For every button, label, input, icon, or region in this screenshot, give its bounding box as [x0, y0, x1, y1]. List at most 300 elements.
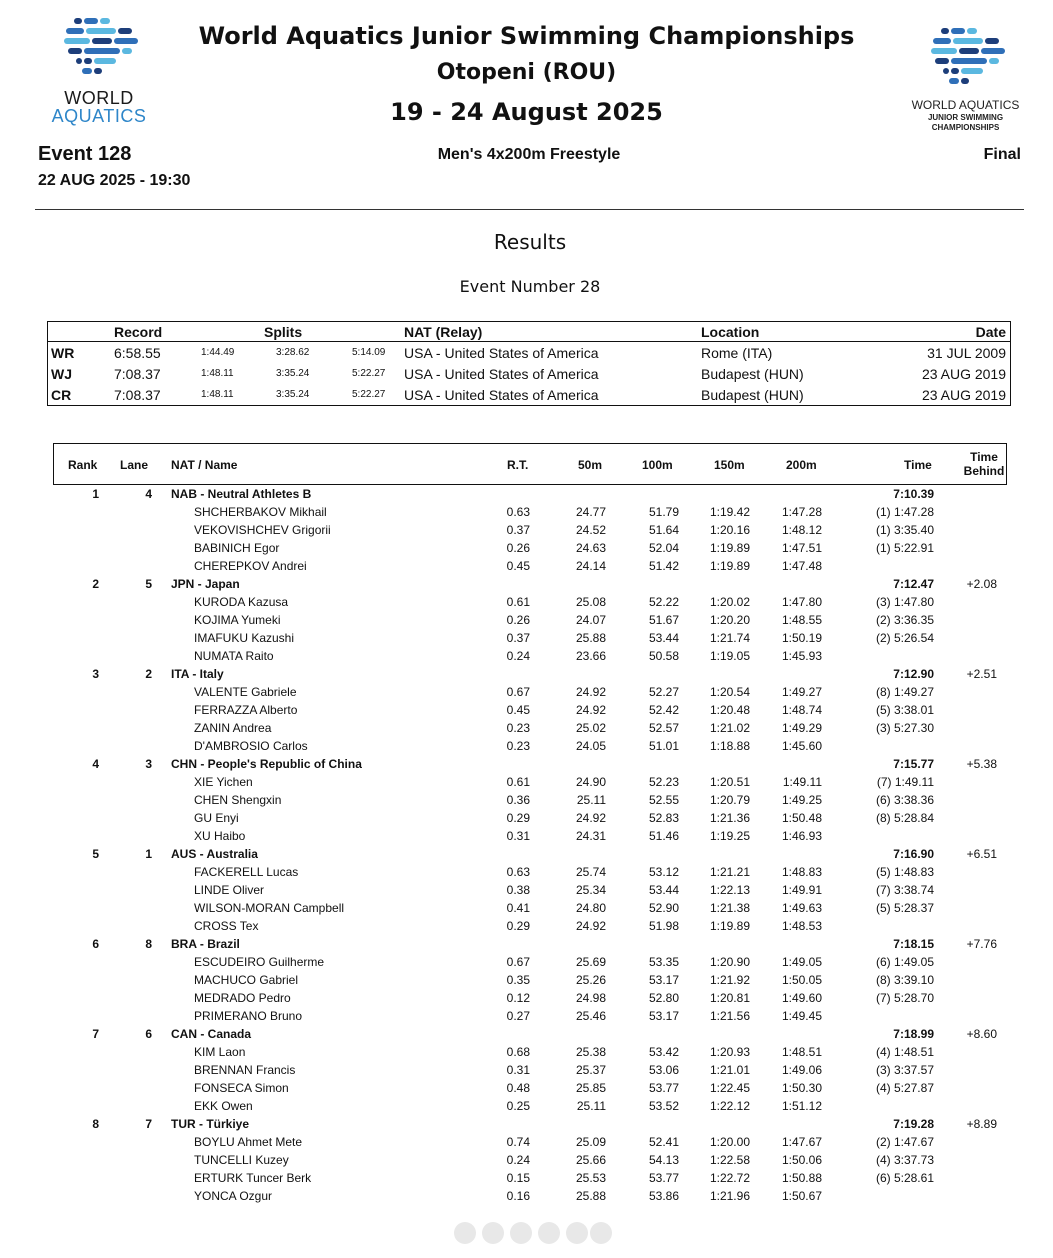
- swimmer-name: WILSON-MORAN Campbell: [194, 901, 345, 915]
- swimmer-100m: 53.44: [648, 631, 679, 645]
- swimmer-rt: 0.36: [506, 793, 530, 807]
- swimmer-name: LINDE Oliver: [194, 883, 265, 897]
- team-name: BRA - Brazil: [171, 937, 240, 951]
- swimmer-150m: 1:21.56: [709, 1009, 750, 1023]
- swimmer-name: VALENTE Gabriele: [194, 685, 297, 699]
- team-lane: 5: [145, 577, 152, 591]
- swimmer-rt: 0.67: [506, 955, 530, 969]
- swimmer-rt: 0.37: [506, 523, 530, 537]
- swimmer-row: [0, 701, 1053, 719]
- swimmer-50m: 25.46: [575, 1009, 606, 1023]
- swimmer-rt: 0.23: [506, 739, 530, 753]
- event-number-subheading: Event Number 28: [459, 277, 601, 296]
- swimmer-200m: 1:47.51: [781, 541, 822, 555]
- records-table: [47, 321, 1011, 406]
- swimmer-cumulative: (7) 3:38.74: [875, 883, 934, 897]
- record-row: [48, 363, 1010, 384]
- watermark-dots: [450, 1218, 610, 1248]
- event-datetime: 22 AUG 2025 - 19:30: [38, 172, 191, 189]
- record-split-3: 5:14.09: [352, 347, 386, 358]
- swimmer-name: XIE Yichen: [194, 775, 253, 789]
- swimmer-200m: 1:48.83: [781, 865, 822, 879]
- swimmer-200m: 1:50.30: [781, 1081, 822, 1095]
- swimmer-50m: 24.14: [575, 559, 606, 573]
- swimmer-cumulative: (3) 1:47.80: [875, 595, 934, 609]
- swimmer-row: [0, 1133, 1053, 1151]
- team-row: [0, 1115, 1053, 1133]
- swimmer-rt: 0.41: [506, 901, 530, 915]
- swimmer-name: ESCUDEIRO Guilherme: [194, 955, 325, 969]
- team-time: 7:16.90: [893, 847, 934, 861]
- swimmer-200m: 1:47.28: [781, 505, 822, 519]
- swimmer-50m: 25.37: [575, 1063, 606, 1077]
- swimmer-rt: 0.48: [506, 1081, 530, 1095]
- swimmer-150m: 1:20.81: [709, 991, 750, 1005]
- swimmer-name: ERTURK Tuncer Berk: [194, 1171, 312, 1185]
- swimmer-200m: 1:50.48: [781, 811, 822, 825]
- col-rank: Rank: [68, 458, 98, 472]
- swimmer-100m: 52.55: [648, 793, 679, 807]
- team-rank: 2: [92, 577, 99, 591]
- swimmer-rt: 0.16: [506, 1189, 530, 1203]
- team-row: [0, 845, 1053, 863]
- col-lane: Lane: [120, 458, 149, 472]
- swimmer-100m: 51.67: [648, 613, 679, 627]
- event-name: Men's 4x200m Freestyle: [437, 146, 621, 163]
- team-name: AUS - Australia: [171, 847, 258, 861]
- swimmer-200m: 1:48.55: [781, 613, 822, 627]
- swimmer-100m: 53.52: [648, 1099, 679, 1113]
- swimmer-50m: 24.05: [575, 739, 606, 753]
- swimmer-150m: 1:22.12: [709, 1099, 750, 1113]
- swimmer-row: [0, 1187, 1053, 1205]
- swimmer-rt: 0.68: [506, 1045, 530, 1059]
- swimmer-150m: 1:22.45: [709, 1081, 750, 1095]
- header-divider: [35, 209, 1024, 210]
- swimmer-cumulative: (1) 5:22.91: [875, 541, 934, 555]
- swimmer-cumulative: (2) 1:47.67: [875, 1135, 934, 1149]
- swimmer-rt: 0.31: [506, 829, 530, 843]
- swimmer-150m: 1:19.89: [709, 919, 750, 933]
- swimmer-100m: 53.86: [648, 1189, 679, 1203]
- swimmer-cumulative: (8) 1:49.27: [875, 685, 934, 699]
- swimmer-name: CHEN Shengxin: [194, 793, 282, 807]
- team-time-behind: +6.51: [966, 847, 997, 861]
- swimmer-row: [0, 827, 1053, 845]
- swimmer-rt: 0.61: [506, 775, 530, 789]
- logo-text-world: WORLD: [64, 88, 134, 108]
- swimmer-50m: 25.34: [575, 883, 606, 897]
- swimmer-cumulative: (6) 1:49.05: [875, 955, 934, 969]
- swimmer-rt: 0.29: [506, 811, 530, 825]
- team-row: [0, 485, 1053, 503]
- team-lane: 8: [145, 937, 152, 951]
- team-time: 7:18.15: [893, 937, 934, 951]
- swimmer-name: ZANIN Andrea: [194, 721, 272, 735]
- swimmer-50m: 24.98: [575, 991, 606, 1005]
- col-nat-name: NAT / Name: [171, 458, 238, 472]
- swimmer-row: [0, 1097, 1053, 1115]
- swimmer-200m: 1:49.45: [781, 1009, 822, 1023]
- swimmer-100m: 53.42: [648, 1045, 679, 1059]
- swimmer-100m: 53.44: [648, 883, 679, 897]
- swimmer-150m: 1:21.38: [709, 901, 750, 915]
- swimmer-200m: 1:50.05: [781, 973, 822, 987]
- swimmer-200m: 1:50.19: [781, 631, 822, 645]
- swimmer-row: [0, 557, 1053, 575]
- records-rows: [48, 342, 1010, 405]
- record-split-2: 3:28.62: [276, 347, 310, 358]
- swimmer-row: [0, 503, 1053, 521]
- col-time-behind-1: Time: [970, 450, 998, 464]
- swimmer-100m: 53.35: [648, 955, 679, 969]
- team-lane: 1: [145, 847, 152, 861]
- swimmer-100m: 51.64: [648, 523, 679, 537]
- swimmer-name: NUMATA Raito: [194, 649, 274, 663]
- swimmer-50m: 24.31: [575, 829, 606, 843]
- swimmer-cumulative: (2) 3:36.35: [875, 613, 934, 627]
- swimmer-50m: 25.09: [575, 1135, 606, 1149]
- swimmer-50m: 25.11: [576, 793, 606, 807]
- swimmer-cumulative: (1) 1:47.28: [875, 505, 934, 519]
- swimmer-100m: 53.17: [648, 973, 679, 987]
- swimmer-200m: 1:49.05: [781, 955, 822, 969]
- team-time-behind: +8.60: [966, 1027, 997, 1041]
- team-row: [0, 575, 1053, 593]
- swimmer-200m: 1:50.88: [781, 1171, 822, 1185]
- record-time: 6:58.55: [114, 345, 161, 361]
- record-split-3: 5:22.27: [352, 389, 386, 400]
- swimmer-row: [0, 773, 1053, 791]
- swimmer-100m: 53.77: [648, 1171, 679, 1185]
- team-lane: 6: [145, 1027, 152, 1041]
- swimmer-50m: 25.69: [575, 955, 606, 969]
- swimmer-rt: 0.24: [506, 1153, 530, 1167]
- swimmer-name: GU Enyi: [194, 811, 239, 825]
- swimmer-200m: 1:47.80: [781, 595, 822, 609]
- swimmer-50m: 25.88: [575, 631, 606, 645]
- swimmer-cumulative: (7) 1:49.11: [876, 775, 934, 789]
- col-200m: 200m: [786, 458, 817, 472]
- swimmer-name: BOYLU Ahmet Mete: [194, 1135, 303, 1149]
- record-split-2: 3:35.24: [276, 368, 310, 379]
- swimmer-rt: 0.35: [506, 973, 530, 987]
- swimmer-row: [0, 1079, 1053, 1097]
- team-rank: 7: [92, 1027, 99, 1041]
- swimmer-50m: 25.74: [575, 865, 606, 879]
- swimmer-100m: 52.42: [648, 703, 679, 717]
- swimmer-50m: 24.90: [575, 775, 606, 789]
- team-lane: 3: [145, 757, 152, 771]
- swimmer-200m: 1:49.29: [781, 721, 822, 735]
- team-rank: 5: [92, 847, 99, 861]
- swimmer-100m: 52.04: [648, 541, 679, 555]
- swimmer-row: [0, 539, 1053, 557]
- swimmer-100m: 53.06: [648, 1063, 679, 1077]
- record-split-1: 1:48.11: [201, 389, 234, 400]
- swimmer-150m: 1:22.13: [709, 883, 750, 897]
- swimmer-150m: 1:20.00: [709, 1135, 750, 1149]
- swimmer-row: [0, 611, 1053, 629]
- record-nat: USA - United States of America: [404, 345, 599, 361]
- swimmer-name: CROSS Tex: [194, 919, 259, 933]
- swimmer-row: [0, 719, 1053, 737]
- swimmer-150m: 1:20.51: [709, 775, 750, 789]
- swimmer-rt: 0.25: [506, 1099, 530, 1113]
- swimmer-200m: 1:48.51: [781, 1045, 822, 1059]
- record-code: WR: [51, 345, 75, 361]
- team-name: TUR - Türkiye: [171, 1117, 250, 1131]
- swimmer-cumulative: (2) 5:26.54: [875, 631, 934, 645]
- swimmer-200m: 1:48.53: [781, 919, 822, 933]
- swimmer-150m: 1:20.93: [709, 1045, 750, 1059]
- swimmer-150m: 1:21.96: [709, 1189, 750, 1203]
- swimmer-150m: 1:20.48: [709, 703, 750, 717]
- team-time-behind: +2.08: [966, 577, 997, 591]
- team-name: CHN - People's Republic of China: [171, 757, 362, 771]
- swimmer-150m: 1:19.89: [709, 559, 750, 573]
- swimmer-rt: 0.24: [506, 649, 530, 663]
- swimmer-row: [0, 953, 1053, 971]
- swimmer-row: [0, 1169, 1053, 1187]
- swimmer-200m: 1:45.93: [781, 649, 822, 663]
- swimmer-name: KOJIMA Yumeki: [194, 613, 281, 627]
- col-time: Time: [904, 458, 932, 472]
- swimmer-150m: 1:21.74: [709, 631, 750, 645]
- swimmer-row: [0, 971, 1053, 989]
- record-code: WJ: [51, 366, 72, 382]
- swimmer-rt: 0.45: [506, 703, 530, 717]
- swimmer-rt: 0.23: [506, 721, 530, 735]
- swimmer-100m: 53.77: [648, 1081, 679, 1095]
- swimmer-name: PRIMERANO Bruno: [194, 1009, 303, 1023]
- record-location: Budapest (HUN): [701, 387, 804, 403]
- swimmer-50m: 24.52: [575, 523, 606, 537]
- swimmer-200m: 1:48.12: [781, 523, 822, 537]
- team-rank: 6: [92, 937, 99, 951]
- team-row: [0, 665, 1053, 683]
- swimmer-100m: 51.42: [648, 559, 679, 573]
- record-code: CR: [51, 387, 72, 403]
- swimmer-150m: 1:19.42: [709, 505, 750, 519]
- swimmer-rt: 0.12: [506, 991, 530, 1005]
- swimmer-200m: 1:46.93: [781, 829, 822, 843]
- swimmer-50m: 24.80: [575, 901, 606, 915]
- swimmer-rt: 0.26: [506, 541, 530, 555]
- swimmer-150m: 1:20.79: [709, 793, 750, 807]
- swimmer-150m: 1:21.02: [709, 721, 750, 735]
- swimmer-50m: 25.08: [575, 595, 606, 609]
- swimmer-row: [0, 989, 1053, 1007]
- logo-text-championships: CHAMPIONSHIPS: [931, 123, 1000, 132]
- record-split-2: 3:35.24: [276, 389, 310, 400]
- team-rank: 1: [92, 487, 99, 501]
- swimmer-100m: 53.17: [648, 1009, 679, 1023]
- col-150m: 150m: [714, 458, 745, 472]
- results-header: [53, 443, 1007, 485]
- swimmer-cumulative: (7) 5:28.70: [875, 991, 934, 1005]
- swimmer-150m: 1:19.05: [709, 649, 750, 663]
- col-100m: 100m: [642, 458, 673, 472]
- swimmer-200m: 1:51.12: [781, 1099, 822, 1113]
- team-lane: 4: [145, 487, 152, 501]
- swimmer-50m: 25.66: [575, 1153, 606, 1167]
- swimmer-50m: 25.26: [575, 973, 606, 987]
- team-time: 7:12.47: [893, 577, 934, 591]
- swimmer-150m: 1:18.88: [709, 739, 750, 753]
- swimmer-100m: 52.22: [648, 595, 679, 609]
- swimmer-cumulative: (3) 3:37.57: [875, 1063, 934, 1077]
- swimmer-name: KIM Laon: [194, 1045, 246, 1059]
- swimmer-name: CHEREPKOV Andrei: [194, 559, 307, 573]
- swimmer-cumulative: (8) 3:39.10: [875, 973, 934, 987]
- record-date: 23 AUG 2019: [921, 387, 1006, 403]
- swimmer-100m: 52.90: [648, 901, 679, 915]
- swimmer-rt: 0.26: [506, 613, 530, 627]
- record-location: Rome (ITA): [701, 345, 773, 361]
- col-rt: R.T.: [507, 458, 529, 472]
- swimmer-row: [0, 1007, 1053, 1025]
- swimmer-100m: 52.80: [648, 991, 679, 1005]
- record-date: 23 AUG 2019: [921, 366, 1006, 382]
- swimmer-rt: 0.31: [506, 1063, 530, 1077]
- swimmer-name: MACHUCO Gabriel: [194, 973, 299, 987]
- swimmer-rt: 0.45: [506, 559, 530, 573]
- swimmer-cumulative: (3) 5:27.30: [875, 721, 934, 735]
- swimmer-50m: 24.63: [575, 541, 606, 555]
- team-time-behind: +7.76: [966, 937, 997, 951]
- swimmer-cumulative: (5) 3:38.01: [875, 703, 934, 717]
- swimmer-row: [0, 791, 1053, 809]
- swimmer-row: [0, 629, 1053, 647]
- record-row: [48, 384, 1010, 405]
- team-name: JPN - Japan: [171, 577, 240, 591]
- swimmer-150m: 1:22.72: [709, 1171, 750, 1185]
- record-time: 7:08.37: [114, 387, 161, 403]
- swimmer-200m: 1:49.63: [781, 901, 822, 915]
- swimmer-100m: 52.27: [648, 685, 679, 699]
- swimmer-row: [0, 917, 1053, 935]
- swimmer-name: KURODA Kazusa: [194, 595, 289, 609]
- swimmer-cumulative: (4) 1:48.51: [875, 1045, 934, 1059]
- event-phase: Final: [983, 146, 1021, 163]
- col-time-behind-2: Behind: [963, 464, 1005, 478]
- team-time-behind: +8.89: [966, 1117, 997, 1131]
- logo-text-aquatics: AQUATICS: [51, 106, 147, 126]
- swimmer-200m: 1:49.27: [781, 685, 822, 699]
- swimmer-rt: 0.29: [506, 919, 530, 933]
- record-location: Budapest (HUN): [701, 366, 804, 382]
- swimmer-row: [0, 863, 1053, 881]
- swimmer-150m: 1:20.54: [709, 685, 750, 699]
- swimmer-100m: 50.58: [648, 649, 679, 663]
- swimmer-cumulative: (6) 3:38.36: [875, 793, 934, 807]
- swimmer-200m: 1:50.06: [781, 1153, 822, 1167]
- record-split-1: 1:48.11: [201, 368, 234, 379]
- swimmer-100m: 53.12: [648, 865, 679, 879]
- swimmer-100m: 52.83: [648, 811, 679, 825]
- swimmer-name: VEKOVISHCHEV Grigorii: [194, 523, 331, 537]
- logo-text-junior: JUNIOR SWIMMING: [927, 113, 1004, 122]
- swimmer-150m: 1:20.16: [709, 523, 750, 537]
- record-nat: USA - United States of America: [404, 366, 599, 382]
- results-heading: Results: [493, 230, 567, 254]
- records-header-record: Record: [114, 324, 163, 340]
- team-name: NAB - Neutral Athletes B: [171, 487, 312, 501]
- swimmer-rt: 0.15: [506, 1171, 530, 1185]
- team-name: ITA - Italy: [171, 667, 224, 681]
- swimmer-name: YONCA Ozgur: [194, 1189, 273, 1203]
- swimmer-rt: 0.37: [506, 631, 530, 645]
- swimmer-name: FONSECA Simon: [194, 1081, 289, 1095]
- swimmer-cumulative: (5) 5:28.37: [875, 901, 934, 915]
- team-rank: 8: [92, 1117, 99, 1131]
- team-time-behind: +2.51: [966, 667, 997, 681]
- swimmer-rt: 0.38: [506, 883, 530, 897]
- swimmer-50m: 25.85: [575, 1081, 606, 1095]
- records-header-location: Location: [701, 324, 760, 340]
- swimmer-rt: 0.63: [506, 865, 530, 879]
- swimmer-cumulative: (8) 5:28.84: [875, 811, 934, 825]
- swimmer-rt: 0.67: [506, 685, 530, 699]
- swimmer-200m: 1:50.67: [781, 1189, 822, 1203]
- team-lane: 2: [145, 667, 152, 681]
- swimmer-200m: 1:49.25: [781, 793, 822, 807]
- swimmer-100m: 51.01: [648, 739, 679, 753]
- swimmer-name: IMAFUKU Kazushi: [194, 631, 295, 645]
- swimmer-50m: 25.02: [575, 721, 606, 735]
- swimmer-100m: 51.79: [648, 505, 679, 519]
- swimmer-150m: 1:19.89: [709, 541, 750, 555]
- event-number: Event 128: [38, 143, 132, 165]
- swimmer-100m: 51.46: [648, 829, 679, 843]
- records-header-row: [48, 322, 1010, 342]
- swimmer-name: FACKERELL Lucas: [194, 865, 299, 879]
- swimmer-100m: 52.41: [648, 1135, 679, 1149]
- swimmer-150m: 1:20.20: [709, 613, 750, 627]
- swimmer-row: [0, 899, 1053, 917]
- record-date: 31 JUL 2009: [927, 345, 1006, 361]
- swimmer-name: SHCHERBAKOV Mikhail: [194, 505, 327, 519]
- swimmer-name: TUNCELLI Kuzey: [194, 1153, 289, 1167]
- swimmer-150m: 1:22.58: [709, 1153, 750, 1167]
- swimmer-100m: 52.57: [648, 721, 679, 735]
- team-name: CAN - Canada: [171, 1027, 252, 1041]
- record-row: [48, 342, 1010, 363]
- competition-title: World Aquatics Junior Swimming Championships: [198, 22, 855, 50]
- record-split-3: 5:22.27: [352, 368, 386, 379]
- swimmer-name: BABINICH Egor: [194, 541, 280, 555]
- swimmer-50m: 24.92: [575, 919, 606, 933]
- record-split-1: 1:44.49: [201, 347, 235, 358]
- team-row: [0, 1025, 1053, 1043]
- record-time: 7:08.37: [114, 366, 161, 382]
- swimmer-rt: 0.27: [506, 1009, 530, 1023]
- swimmer-cumulative: (1) 3:35.40: [875, 523, 934, 537]
- swimmer-name: XU Haibo: [194, 829, 246, 843]
- swimmer-200m: 1:49.11: [782, 775, 822, 789]
- dates: 19 - 24 August 2025: [390, 98, 663, 126]
- swimmer-cumulative: (4) 5:27.87: [875, 1081, 934, 1095]
- team-time: 7:12.90: [893, 667, 934, 681]
- swimmer-name: FERRAZZA Alberto: [194, 703, 298, 717]
- col-50m: 50m: [578, 458, 603, 472]
- team-time: 7:19.28: [893, 1117, 934, 1131]
- swimmer-50m: 24.92: [575, 685, 606, 699]
- swimmer-200m: 1:45.60: [781, 739, 822, 753]
- swimmer-50m: 25.11: [576, 1099, 606, 1113]
- team-time: 7:10.39: [893, 487, 934, 501]
